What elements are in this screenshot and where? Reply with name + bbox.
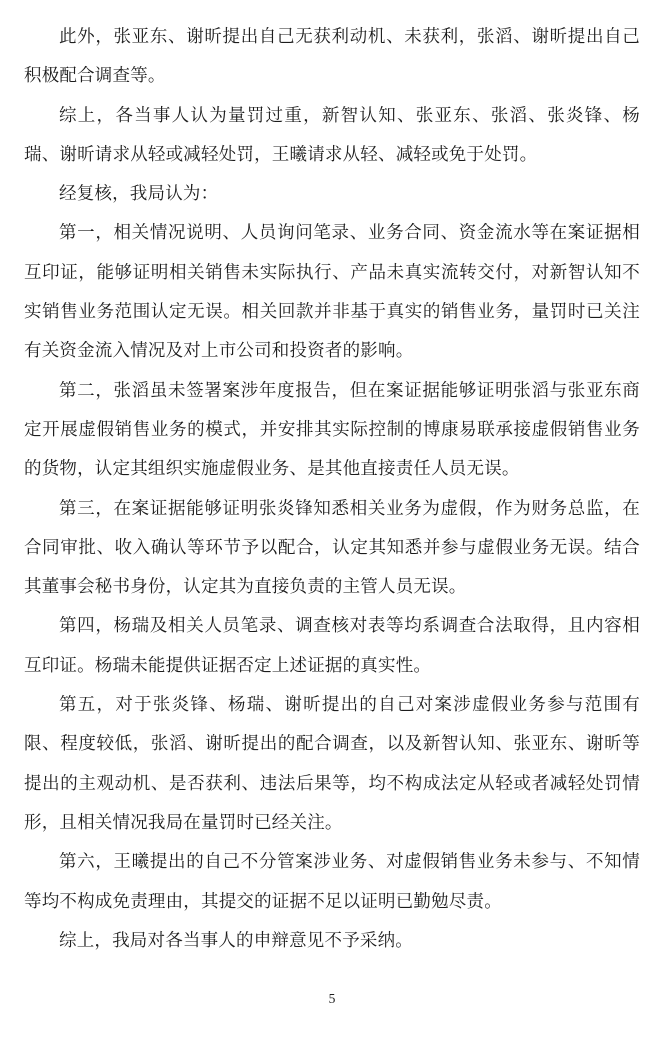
paragraph: 第二，张滔虽未签署案涉年度报告，但在案证据能够证明张滔与张亚东商定开展虚假销售业务的模式，并安排其实际控制的博康易联承接虚假销售业务的货物，认定其组织实施虚假业务、是其他直接责任人员无误。 bbox=[24, 379, 640, 479]
paragraph: 第六，王曦提出的自己不分管案涉业务、对虚假销售业务未参与、不知情等均不构成免责理由，其提交的证据不足以证明已勤勉尽责。 bbox=[24, 851, 640, 911]
paragraph: 经复核，我局认为： bbox=[59, 183, 219, 204]
paragraph: 第一，相关情况说明、人员询问笔录、业务合同、资金流水等在案证据相互印证，能够证明相关销售未实际执行、产品未真实流转交付，对新智认知不实销售业务范围认定无误。相关回款并非基于真实的销售业务，量罚时已关注有关资金流入情况及对上市公司和投资者的影响。 bbox=[24, 222, 640, 361]
paragraph: 第三，在案证据能够证明张炎锋知悉相关业务为虚假，作为财务总监，在合同审批、收入确认等环节予以配合，认定其知悉并参与虚假业务无误。结合其董事会秘书身份，认定其为直接负责的主管人员无误。 bbox=[24, 497, 640, 597]
page-number: 5 bbox=[328, 991, 336, 1006]
paragraph: 综上，各当事人认为量罚过重，新智认知、张亚东、张滔、张炎锋、杨瑞、谢昕请求从轻或减轻处罚，王曦请求从轻、减轻或免于处罚。 bbox=[24, 104, 640, 164]
paragraph: 第五，对于张炎锋、杨瑞、谢昕提出的自己对案涉虚假业务参与范围有限、程度较低，张滔、谢昕提出的配合调查，以及新智认知、张亚东、谢昕等提出的主观动机、是否获利、违法后果等，均不构成法定从轻或者减轻处罚情形，且相关情况我局在量罚时已经关注。 bbox=[24, 694, 640, 832]
paragraph: 综上，我局对各当事人的申辩意见不予采纳。 bbox=[59, 929, 413, 950]
paragraph: 第四，杨瑞及相关人员笔录、调查核对表等均系调查合法取得，且内容相互印证。杨瑞未能提供证据否定上述证据的真实性。 bbox=[24, 615, 640, 675]
paragraph: 此外，张亚东、谢昕提出自己无获利动机、未获利，张滔、谢昕提出自己积极配合调查等。 bbox=[24, 26, 640, 86]
